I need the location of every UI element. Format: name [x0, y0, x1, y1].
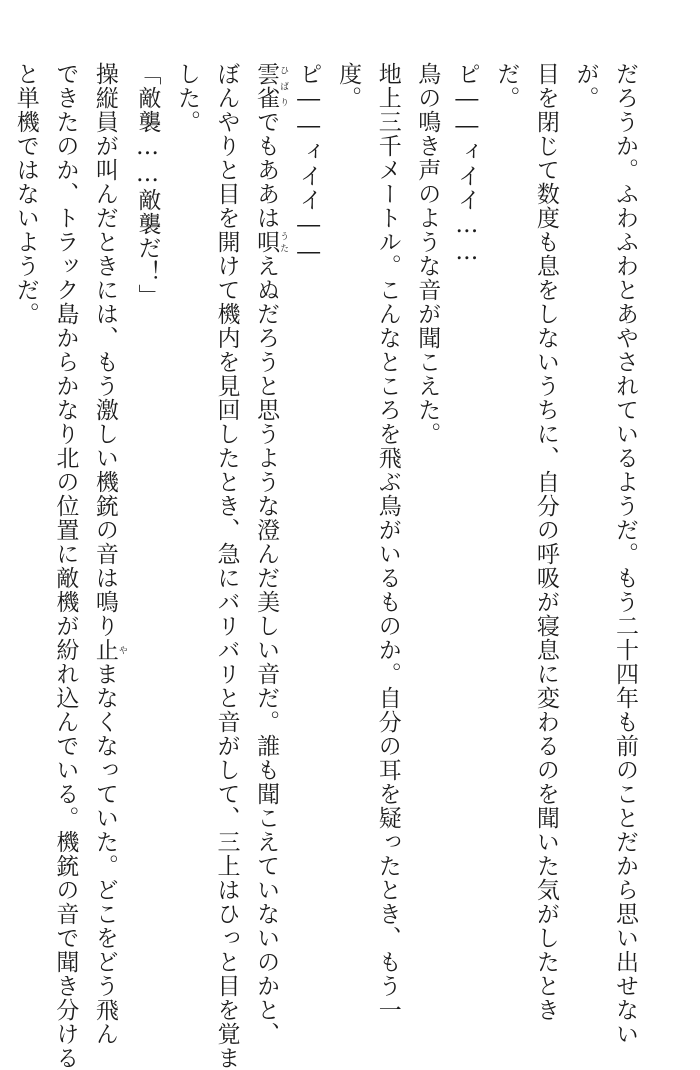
text-line: 鳥の鳴き声のような音が聞こえた。	[414, 62, 441, 446]
text-line: と単機ではないようだ。	[12, 62, 39, 326]
ruby-word: 唄 うた	[253, 230, 289, 254]
text-line-with-ruby: 操縦員が叫んだときには、もう激しい機銃の音は鳴り止 やまなくなっていた。どこをどう飛ん	[91, 62, 127, 1046]
ruby-word: 雲雀 ひばり	[253, 62, 289, 110]
text-line: が。	[572, 62, 599, 110]
text-line: 「敵襲……敵襲だ！」	[134, 62, 161, 308]
text-line: 度。	[335, 62, 362, 110]
text-line: 地上三千メートル。こんなところを飛ぶ鳥がいるものか。自分の耳を疑ったとき、もう一	[374, 62, 401, 1022]
text-line: ピ――ィイイ――	[295, 62, 322, 266]
ruby-word: 止 や	[91, 638, 127, 662]
text-line-with-ruby: 雲雀 ひばりでもああは唄 うたえぬだろうと思うような澄んだ美しい音だ。誰も聞こえていないのかと、	[253, 62, 289, 1046]
text-line: した。	[173, 62, 200, 134]
text-line: 目を閉じて数度も息をしないうちに、自分の呼吸が寝息に変わるのを聞いた気がしたとき	[532, 62, 559, 1022]
text-line: ぼんやりと目を開けて機内を見回したとき、急にバリバリと音がして、三上はひっと目を覚ま	[213, 62, 240, 1070]
vertical-text-body	[12, 62, 644, 1070]
text-line: できたのか、トラック島からかなり北の位置に敵機が紛れ込んでいる。機銃の音で聞き分ける	[52, 62, 79, 1070]
text-line	[0, 62, 5, 962]
text-line: ピ――ィイイ……	[453, 62, 480, 266]
text-line: だろうか。ふわふわとあやされているようだ。もう二十四年も前のことだから思い出せない	[612, 62, 638, 1046]
text-line: だ。	[493, 62, 520, 110]
